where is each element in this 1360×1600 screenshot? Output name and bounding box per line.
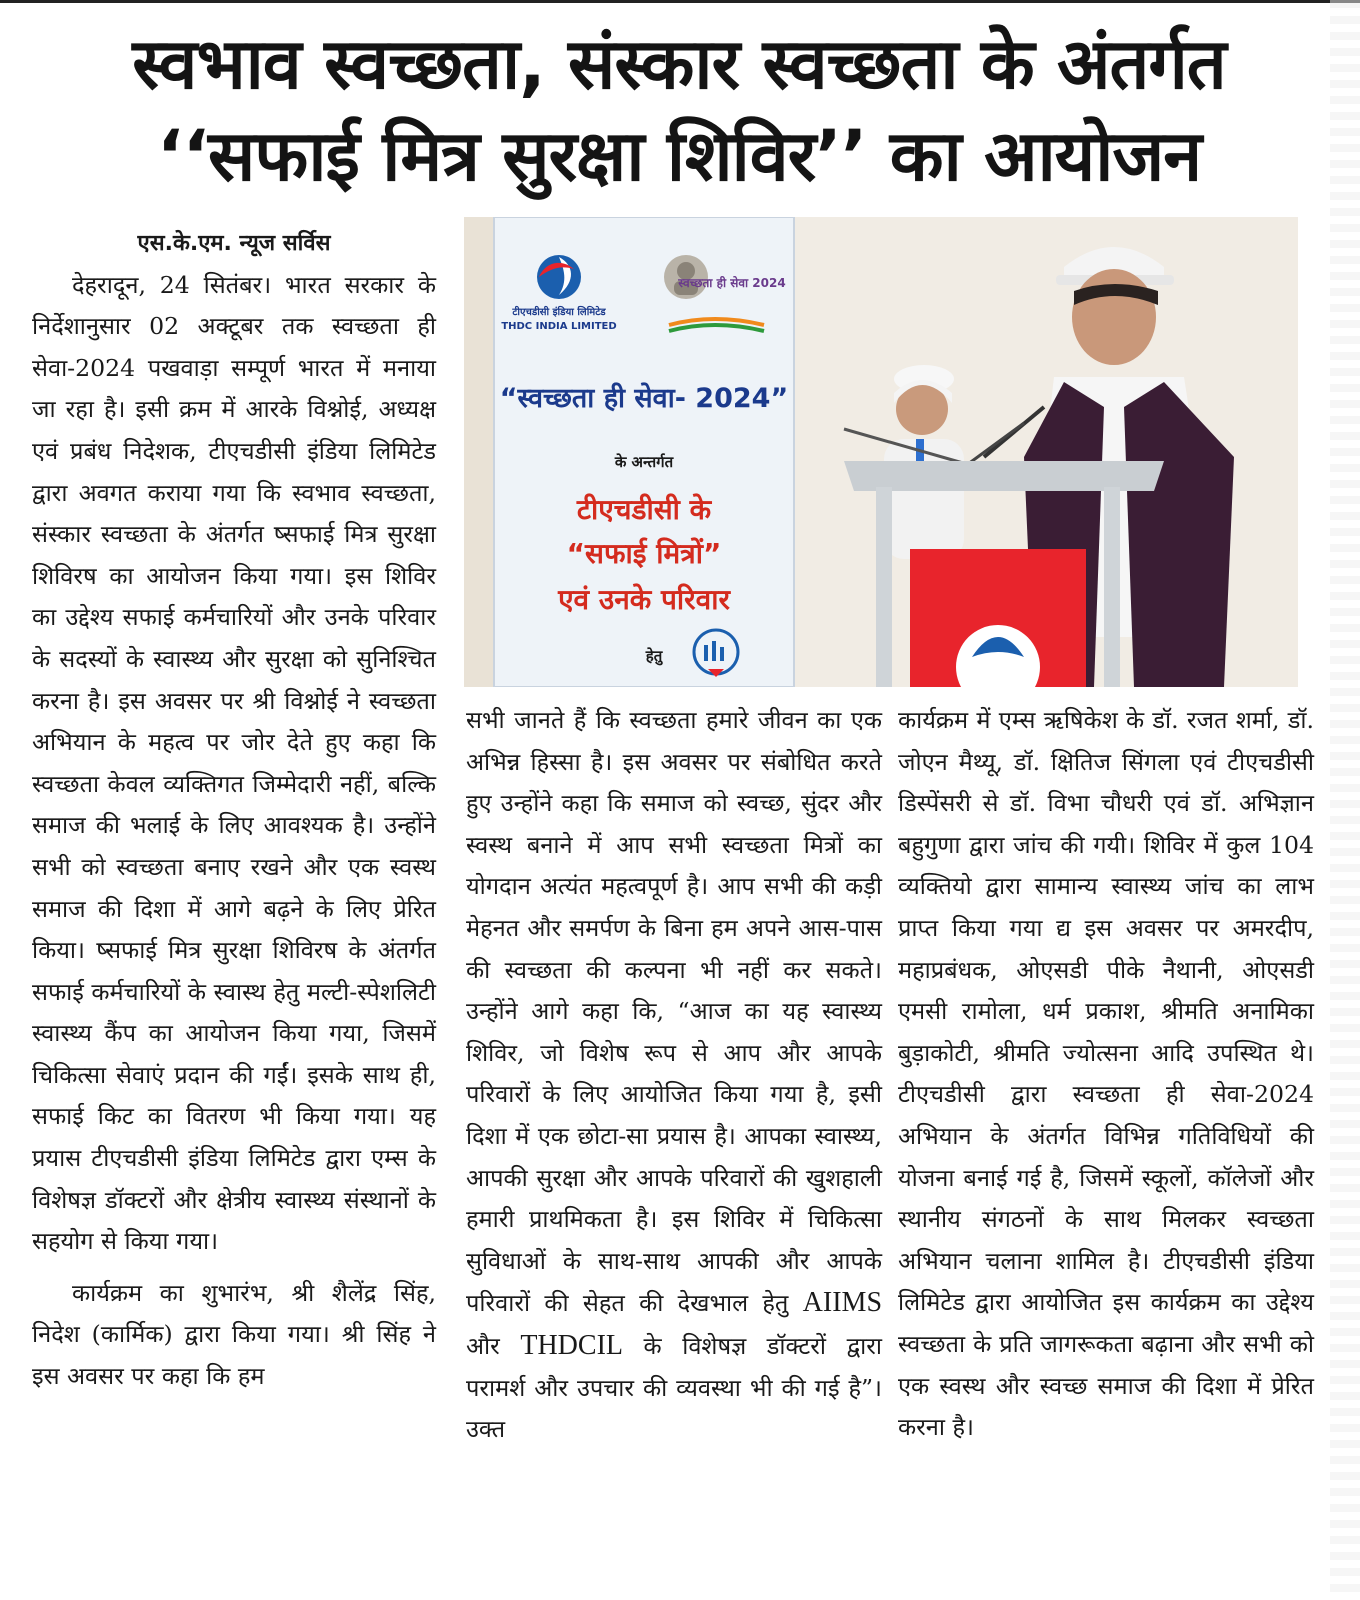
thdcil-text: THDCIL	[520, 1329, 623, 1361]
banner-line-2: “सफाई मित्रों”	[566, 537, 722, 570]
event-photo	[464, 217, 1298, 687]
aur-text: और	[466, 1331, 500, 1360]
top-rule	[0, 0, 1360, 3]
event-banner	[494, 217, 794, 687]
headline-line-1: स्वभाव स्वच्छता, संस्कार स्वच्छता के अंतर्गत	[132, 23, 1226, 105]
article-column-2	[466, 700, 882, 1451]
banner-line-3: एवं उनके परिवार	[558, 583, 730, 616]
headline-line-2: ‘‘सफाई मित्र सुरक्षा शिविर’’ का आयोजन	[156, 115, 1202, 197]
banner-title: “स्वच्छता ही सेवा- 2024”	[499, 383, 789, 414]
aiims-text: AIIMS	[802, 1287, 883, 1319]
banner-campaign-logo-text: स्वच्छता ही सेवा 2024	[678, 276, 786, 290]
column-2-text-a: सभी जानते हैं कि स्वच्छता हमारे जीवन का एक अभिन्न हिस्सा है। इस अवसर पर संबोधित करते हुए उन्होंने कहा कि समाज को स्वच्छ, सुंदर और स्वस्थ बनाने में आप सभी स्वच्छता मित्रों का योगदान अत्यंत महत्वपूर्ण है। आप सभी की कड़ी मेहनत और समर्पण के बिना हम अपने आस-पास की स्वच्छता की कल्पना भी नहीं कर सकते। उन्होंने आगे कहा कि, “आज का यह स्वास्थ्य शिविर, जो विशेष रूप से आप और आपके परिवारों के लिए आयोजित किया गया है, इसी दिशा में एक छोटा-सा प्रयास है। आपका स्वास्थ्य, आपकी सुरक्षा और आपके परिवारों की खुशहाली हमारी प्राथमिकता है। इस शिविर में चिकित्सा सुविधाओं के साथ-साथ आपकी और आपके परिवारों की सेहत की देखभाल हेतु	[466, 706, 882, 1318]
page-edge	[1330, 0, 1360, 1600]
dateline: देहरादून, 24 सितंबर।	[72, 270, 272, 299]
banner-subtitle: के अन्तर्गत	[614, 453, 674, 471]
column-2-text	[466, 700, 882, 1451]
second-paragraph: कार्यक्रम का शुभारंभ, श्री शैलेंद्र सिंह, निदेश (कार्मिक) द्वारा किया गया। श्री सिंह ने इस अवसर पर कहा कि हम	[32, 1278, 436, 1391]
byline: एस.के.एम. न्यूज सर्विस	[137, 231, 331, 256]
article-column-1	[32, 222, 436, 1398]
column-2-text-b: के विशेषज्ञ डॉक्टरों द्वारा परामर्श और उपचार की व्यवस्था भी की गई है”। उक्त	[466, 1331, 883, 1444]
banner-line-4: हेतु	[645, 647, 663, 665]
column-3-text: कार्यक्रम में एम्स ऋषिकेश के डॉ. रजत शर्मा, डॉ. जोएन मैथ्यू, डॉ. क्षितिज सिंगला एवं टीएचडीसी डिस्पेंसरी से डॉ. विभा चौधरी एवं डॉ. अभिज्ञान बहुगुणा द्वारा जांच की गयी। शिविर में कुल 104 व्यक्तियो द्वारा सामान्य स्वास्थ्य जांच का लाभ प्राप्त किया गया द्य इस अवसर पर अमरदीप, महाप्रबंधक, ओएसडी पीके नैथानी, ओएसडी एमसी रामोला, धर्म प्रकाश, श्रीमति अनामिका बुड़ाकोटी, श्रीमति ज्योत्सना आदि उपस्थित थे। टीएचडीसी द्वारा स्वच्छता ही सेवा-2024 अभियान के अंतर्गत विभिन्न गतिविधियों की योजना बनाई गई है, जिसमें स्कूलों, कॉलेजों और स्थानीय संगठनों के साथ मिलकर स्वच्छता अभियान चलाना शामिल है। टीएचडीसी इंडिया लिमिटेड द्वारा आयोजित इस कार्यक्रम का उद्देश्य स्वच्छता के प्रति जागरूकता बढ़ाना और सभी को एक स्वस्थ और स्वच्छ समाज की दिशा में प्रेरित करना है।	[898, 706, 1314, 1442]
headline	[14, 18, 1344, 202]
thdc-logo-icon	[537, 255, 581, 299]
banner-company-english: THDC INDIA LIMITED	[501, 321, 617, 332]
lead-paragraph-text: भारत सरकार के निर्देशानुसार 02 अक्टूबर तक स्वच्छता ही सेवा-2024 पखवाड़ा सम्पूर्ण भारत में मनाया जा रहा है। इसी क्रम में आरके विश्नोई, अध्यक्ष एवं प्रबंध निदेशक, टीएचडीसी इंडिया लिमिटेड द्वारा अवगत कराया गया कि स्वभाव स्वच्छता, संस्कार स्वच्छता के अंतर्गत ष्सफाई मित्र सुरक्षा शिविरष का आयोजन किया गया। इस शिविर का उद्देश्य सफाई कर्मचारियों और उनके परिवार के सदस्यों के स्वास्थ्य और सुरक्षा को सुनिश्चित करना है। इस अवसर पर श्री विश्नोई ने स्वच्छता अभियान के महत्व पर जोर देते हुए कहा कि स्वच्छता केवल व्यक्तिगत जिम्मेदारी नहीं, बल्कि समाज की भलाई के लिए आवश्यक है। उन्होंने सभी को स्वच्छता बनाए रखने और एक स्वस्थ समाज की दिशा में आगे बढ़ने के लिए प्रेरित किया। ष्सफाई मित्र सुरक्षा शिविरष के अंतर्गत सफाई कर्मचारियों के स्वास्थ हेतु मल्टी-स्पेशलिटी स्वास्थ्य कैंप का आयोजन किया गया, जिसमें चिकित्सा सेवाएं प्रदान की गईं। इसके साथ ही, सफाई किट का वितरण भी किया गया। यह प्रयास टीएचडीसी इंडिया लिमिटेड द्वारा एम्स के विशेषज्ञ डॉक्टरों और क्षेत्रीय स्वास्थ्य संस्थानों के सहयोग से किया गया।	[32, 270, 436, 1256]
article-column-3	[898, 700, 1314, 1449]
banner-line-1: टीएचडीसी के	[576, 493, 712, 526]
lead-paragraph	[32, 265, 436, 1263]
banner-company-hindi: टीएचडीसी इंडिया लिमिटेड	[512, 307, 606, 318]
